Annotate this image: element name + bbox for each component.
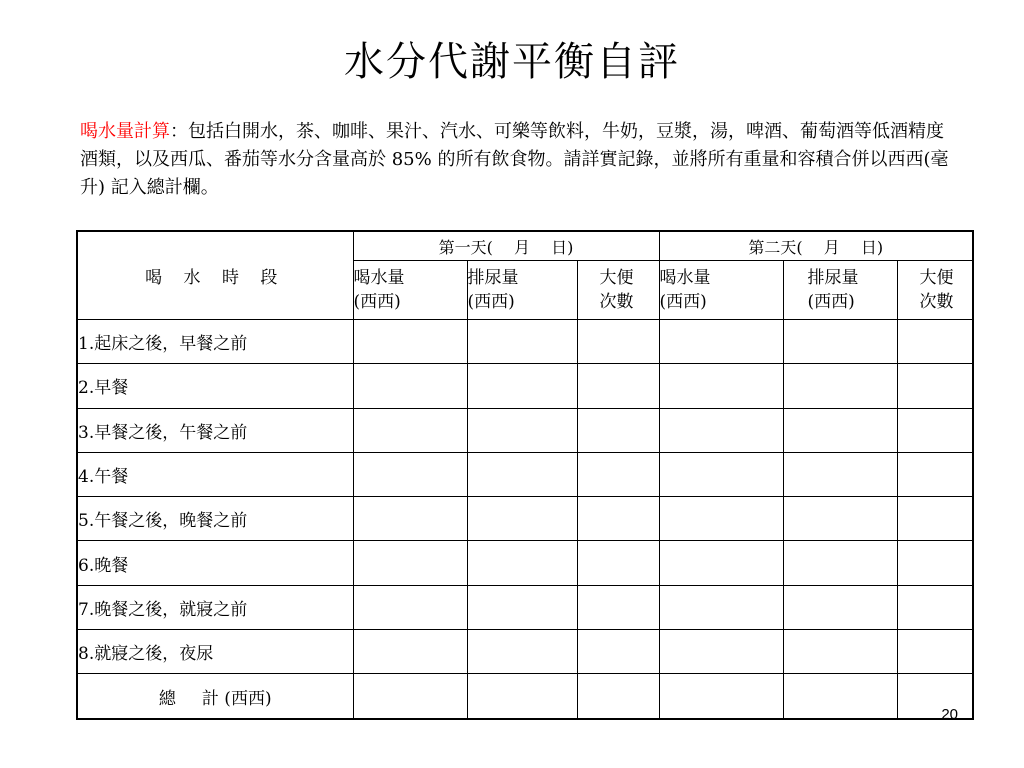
day2-intake-cell[interactable] [659, 320, 783, 364]
day1-stool-cell[interactable] [577, 364, 659, 408]
water-balance-table [76, 230, 974, 720]
row-label: 1.起床之後，早餐之前 [77, 320, 353, 364]
intro-highlight: 喝水量計算 [80, 121, 170, 142]
day1-stool-cell[interactable] [577, 408, 659, 452]
day2-stool-cell[interactable] [897, 452, 973, 496]
period-header: 喝 水 時 段 [77, 231, 353, 320]
day2-urine-cell[interactable] [783, 364, 897, 408]
day2-stool-cell[interactable] [897, 364, 973, 408]
header-line: (西西) [467, 292, 515, 312]
header-line: 次數 [599, 292, 634, 312]
day1-urine-cell[interactable] [467, 452, 577, 496]
row-label: 8.就寢之後，夜尿 [77, 629, 353, 673]
day1-stool-cell[interactable] [577, 320, 659, 364]
row-label: 7.晚餐之後，就寢之前 [77, 585, 353, 629]
table-row [77, 541, 973, 585]
day1-urine-cell[interactable] [467, 585, 577, 629]
day1-urine-cell[interactable] [467, 541, 577, 585]
day2-intake-cell[interactable] [659, 452, 783, 496]
header-line: 喝水量 [353, 268, 405, 288]
day2-urine-cell[interactable] [783, 629, 897, 673]
day2-urine-cell[interactable] [783, 585, 897, 629]
row-label: 4.午餐 [77, 452, 353, 496]
header-line: 排尿量 [807, 268, 859, 288]
day1-intake-cell[interactable] [353, 629, 467, 673]
day2-intake-cell[interactable] [659, 364, 783, 408]
day2-intake-cell[interactable] [659, 629, 783, 673]
table-row [77, 452, 973, 496]
day1-urine-cell[interactable] [467, 629, 577, 673]
day2-header: 第二天( 月 日) [659, 231, 973, 261]
day1-intake-cell[interactable] [353, 497, 467, 541]
day2-stool-cell[interactable] [897, 497, 973, 541]
day2-stool-header [897, 261, 973, 320]
day2-intake-cell[interactable] [659, 585, 783, 629]
row-label: 3.早餐之後，午餐之前 [77, 408, 353, 452]
total-label-part2: 計 (西西) [201, 688, 272, 709]
day1-intake-header [353, 261, 467, 320]
header-line: 次數 [919, 292, 954, 312]
row-label: 5.午餐之後，晚餐之前 [77, 497, 353, 541]
day1-stool-cell[interactable] [577, 629, 659, 673]
page-title: 水分代謝平衡自評 [344, 39, 680, 85]
total-label [77, 674, 353, 719]
day1-stool-cell[interactable] [577, 541, 659, 585]
day1-intake-total[interactable] [353, 674, 467, 719]
day2-intake-cell[interactable] [659, 408, 783, 452]
day2-intake-header [659, 261, 783, 320]
day2-urine-cell[interactable] [783, 320, 897, 364]
day2-urine-header [783, 261, 897, 320]
day1-stool-cell[interactable] [577, 497, 659, 541]
day1-stool-cell[interactable] [577, 585, 659, 629]
day2-urine-cell[interactable] [783, 541, 897, 585]
day2-urine-cell[interactable] [783, 497, 897, 541]
day2-stool-cell[interactable] [897, 541, 973, 585]
table-row [77, 320, 973, 364]
day1-urine-cell[interactable] [467, 320, 577, 364]
day1-intake-cell[interactable] [353, 408, 467, 452]
day1-header: 第一天( 月 日) [353, 231, 659, 261]
day2-intake-cell[interactable] [659, 541, 783, 585]
day1-intake-cell[interactable] [353, 364, 467, 408]
total-row [77, 674, 973, 719]
day1-stool-total[interactable] [577, 674, 659, 719]
header-line: 大便 [599, 268, 634, 288]
day2-stool-cell[interactable] [897, 629, 973, 673]
day2-stool-cell[interactable] [897, 585, 973, 629]
day2-urine-total[interactable] [783, 674, 897, 719]
day1-stool-header [577, 261, 659, 320]
table-row [77, 408, 973, 452]
day2-urine-cell[interactable] [783, 452, 897, 496]
day1-urine-total[interactable] [467, 674, 577, 719]
total-label-part1: 總 [158, 688, 176, 709]
day2-stool-cell[interactable] [897, 320, 973, 364]
day2-stool-total[interactable] [897, 674, 973, 719]
day2-stool-cell[interactable] [897, 408, 973, 452]
header-line: 大便 [919, 268, 954, 288]
day1-intake-cell[interactable] [353, 452, 467, 496]
day1-urine-cell[interactable] [467, 497, 577, 541]
day2-urine-cell[interactable] [783, 408, 897, 452]
header-line: 喝水量 [659, 268, 711, 288]
table-row [77, 364, 973, 408]
day1-intake-cell[interactable] [353, 320, 467, 364]
day1-urine-cell[interactable] [467, 364, 577, 408]
day1-intake-cell[interactable] [353, 541, 467, 585]
page-number: 20 [941, 706, 958, 723]
day1-stool-cell[interactable] [577, 452, 659, 496]
header-line: (西西) [353, 292, 401, 312]
header-line: (西西) [659, 292, 707, 312]
intro-paragraph [80, 118, 960, 202]
day1-urine-cell[interactable] [467, 408, 577, 452]
row-label: 2.早餐 [77, 364, 353, 408]
header-line: 排尿量 [467, 268, 519, 288]
day2-intake-cell[interactable] [659, 497, 783, 541]
intro-text: ：包括白開水，茶、咖啡、果汁、汽水、可樂等飲料，牛奶，豆漿，湯，啤酒、葡萄酒等低酒精度酒類，以及西瓜、番茄等水分含量高於 85% 的所有飲食物。請詳實記錄，並將所有重量和容積合併以西西(毫升) 記入總計欄。 [80, 121, 949, 198]
row-label: 6.晚餐 [77, 541, 353, 585]
day2-intake-total[interactable] [659, 674, 783, 719]
header-line: (西西) [807, 292, 855, 312]
table-row [77, 629, 973, 673]
table-row [77, 585, 973, 629]
day1-urine-header [467, 261, 577, 320]
day1-intake-cell[interactable] [353, 585, 467, 629]
table-row [77, 497, 973, 541]
